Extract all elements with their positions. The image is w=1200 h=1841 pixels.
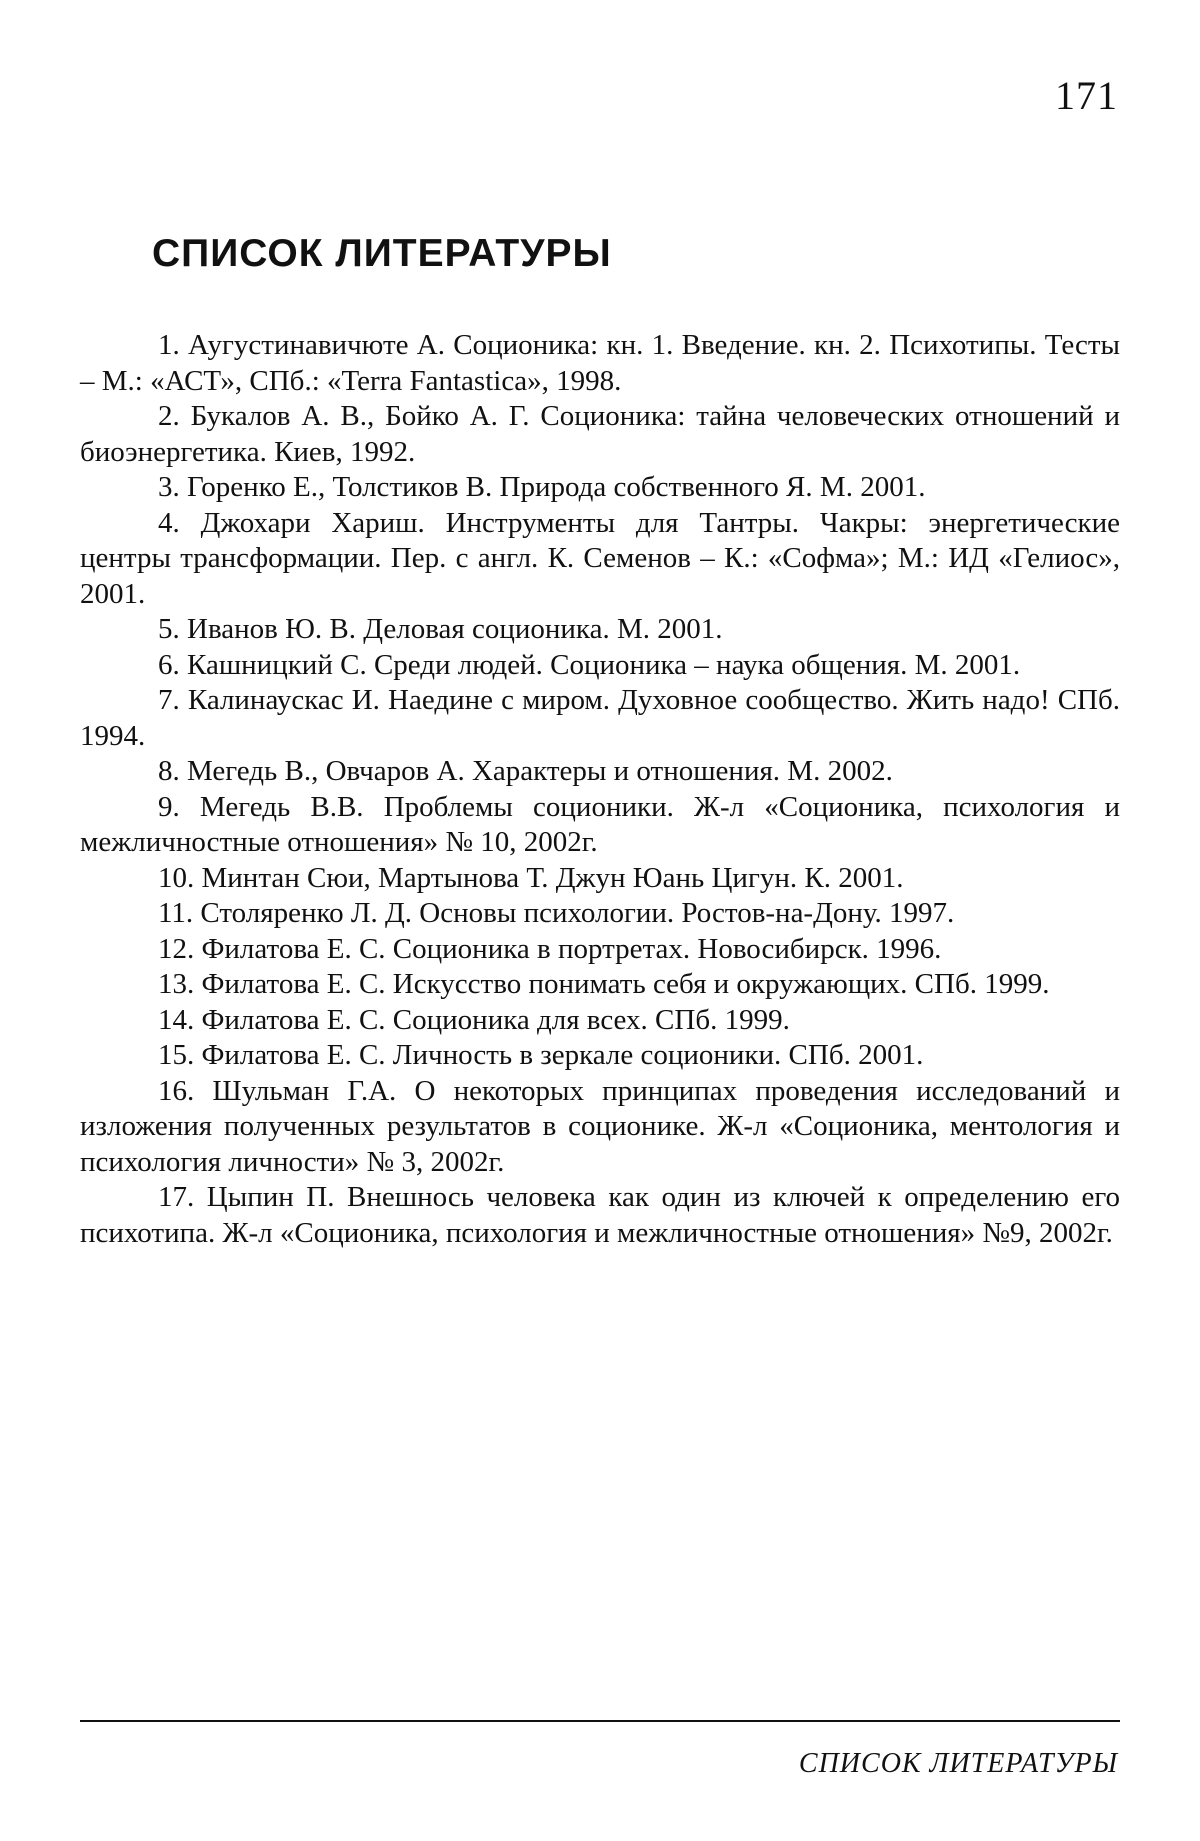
reference-item-14: 14. Филатова Е. С. Соционика для всех. СПб. 1999. [80, 1003, 1120, 1039]
reference-item-5: 5. Иванов Ю. В. Деловая соционика. М. 2001. [80, 612, 1120, 648]
page-title: СПИСОК ЛИТЕРАТУРЫ [152, 232, 612, 276]
reference-item-11: 11. Столяренко Л. Д. Основы психологии. Ростов-на-Дону. 1997. [80, 896, 1120, 932]
page-number: 171 [1055, 72, 1118, 119]
reference-item-15: 15. Филатова Е. С. Личность в зеркале соционики. СПб. 2001. [80, 1038, 1120, 1074]
reference-item-3: 3. Горенко Е., Толстиков В. Природа собственного Я. М. 2001. [80, 470, 1120, 506]
reference-item-9: 9. Мегедь В.В. Проблемы соционики. Ж-л «Соционика, психология и межличностные отношения» № 10, 2002г. [80, 790, 1120, 861]
reference-item-13: 13. Филатова Е. С. Искусство понимать себя и окружающих. СПб. 1999. [80, 967, 1120, 1003]
reference-item-6: 6. Кашницкий С. Среди людей. Соционика – наука общения. М. 2001. [80, 648, 1120, 684]
reference-item-16: 16. Шульман Г.А. О некоторых принципах проведения исследований и изложения полученных результатов в соционике. Ж-л «Соционика, ментология и психология личности» № 3, 2002г. [80, 1074, 1120, 1181]
running-footer-title: СПИСОК ЛИТЕРАТУРЫ [799, 1748, 1118, 1780]
reference-item-2: 2. Букалов А. В., Бойко А. Г. Соционика: тайна человеческих отношений и биоэнергетика. Киев, 1992. [80, 399, 1120, 470]
reference-item-17: 17. Цыпин П. Внешнось человека как один из ключей к определению его психотипа. Ж-л «Соционика, психология и межличностные отношения» №9, 2002г. [80, 1180, 1120, 1251]
reference-item-10: 10. Минтан Сюи, Мартынова Т. Джун Юань Цигун. К. 2001. [80, 861, 1120, 897]
reference-item-8: 8. Мегедь В., Овчаров А. Характеры и отношения. М. 2002. [80, 754, 1120, 790]
reference-item-1: 1. Аугустинавичюте А. Соционика: кн. 1. Введение. кн. 2. Психотипы. Тесты – М.: «АСТ», СПб.: «Terra Fantastica», 1998. [80, 328, 1120, 399]
reference-item-12: 12. Филатова Е. С. Соционика в портретах. Новосибирск. 1996. [80, 932, 1120, 968]
footer-divider [80, 1720, 1120, 1722]
reference-list [80, 328, 1120, 1251]
reference-item-7: 7. Калинаускас И. Наедине с миром. Духовное сообщество. Жить надо! СПб. 1994. [80, 683, 1120, 754]
reference-item-4: 4. Джохари Хариш. Инструменты для Тантры. Чакры: энергетические центры трансформации. Пер. с англ. К. Семенов – К.: «Софма»; М.: ИД «Гелиос», 2001. [80, 506, 1120, 613]
